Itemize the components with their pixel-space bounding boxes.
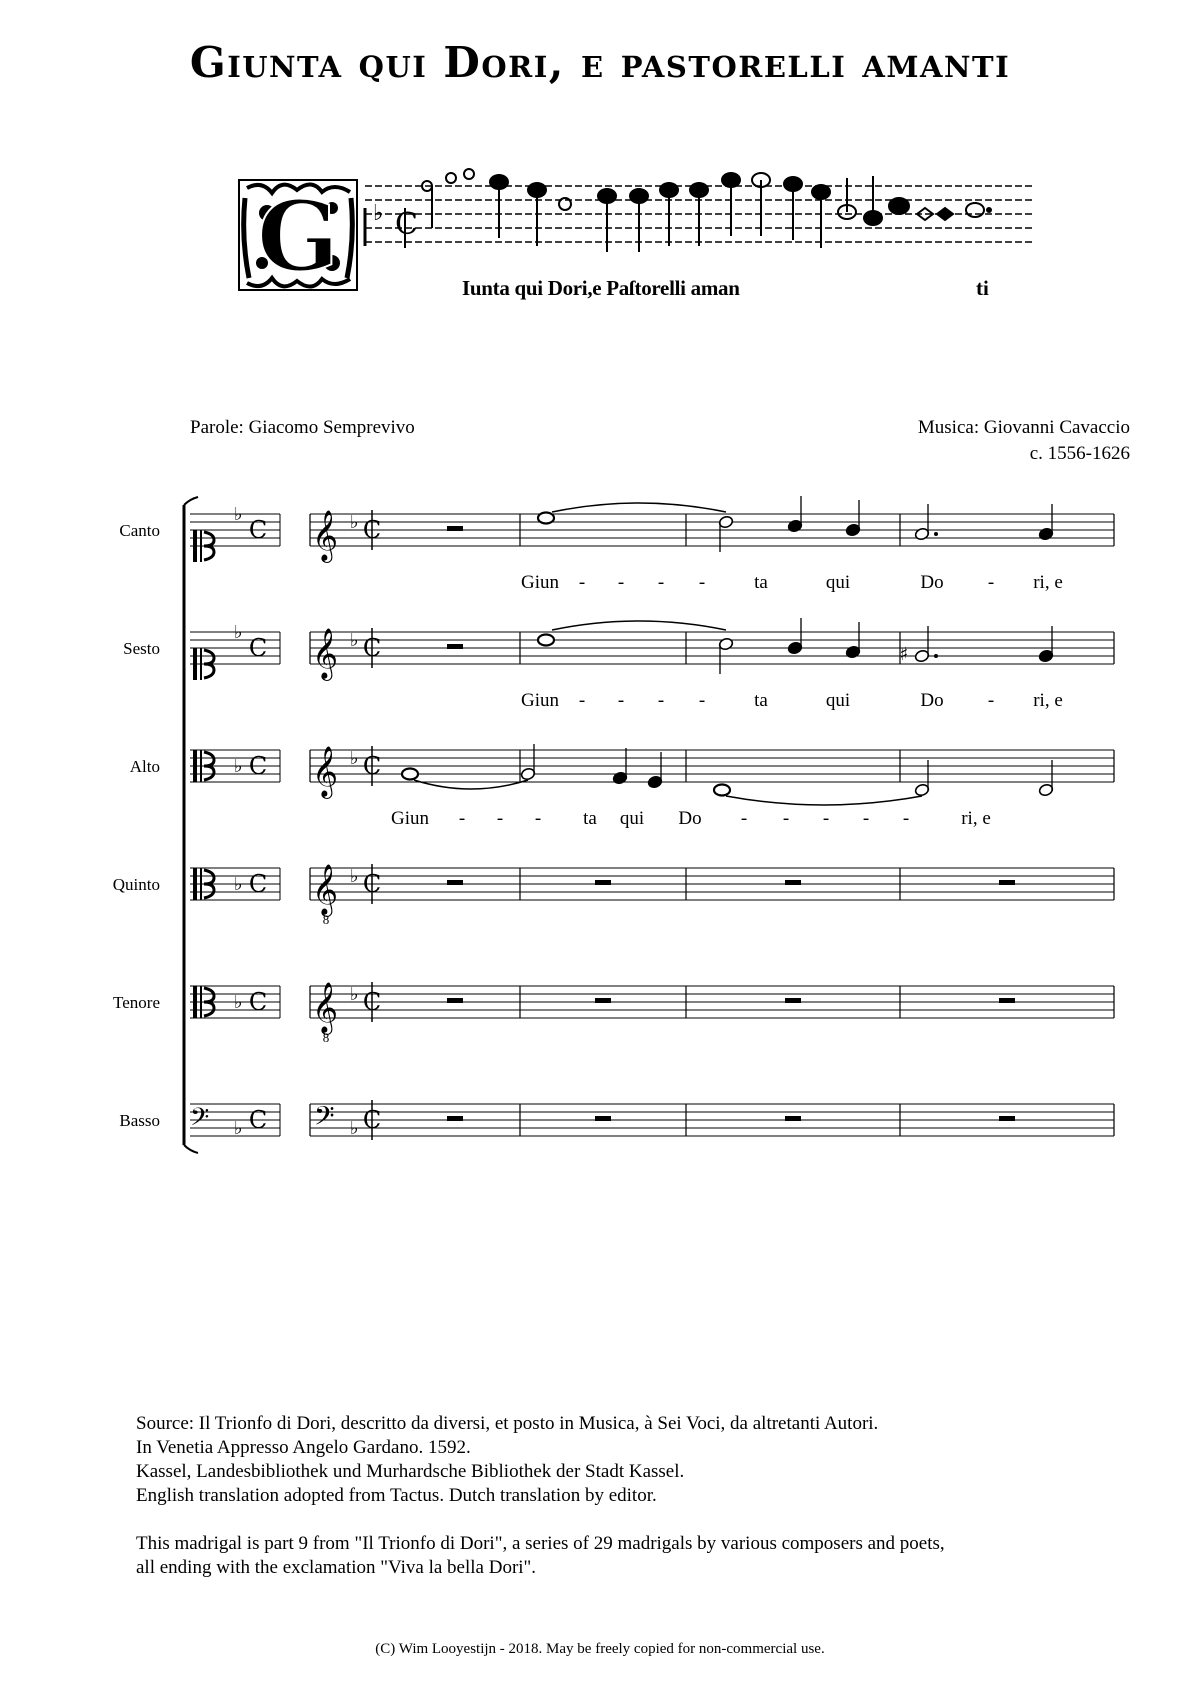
rest-icon xyxy=(999,880,1015,885)
composer-dates: c. 1556-1626 xyxy=(1029,443,1130,464)
rest-icon xyxy=(785,1116,801,1121)
voice-name: Quinto xyxy=(112,875,160,894)
time-signature-icon: C xyxy=(248,752,268,780)
copyright-notice: (C) Wim Looyestijn - 2018. May be freely copied for non-commercial use. xyxy=(375,1641,825,1657)
page-title: Giunta qui Dori, e pastorelli amanti xyxy=(189,38,1011,87)
lyric-syllable: Giun xyxy=(521,690,559,711)
flat-icon: ♭ xyxy=(234,1118,243,1139)
svg-text:G: G xyxy=(257,180,339,293)
whole-note-icon xyxy=(714,785,730,796)
lyric-syllable: - xyxy=(578,572,586,593)
rest-icon xyxy=(999,1116,1015,1121)
lyric-syllable: - xyxy=(496,808,504,829)
rest-icon xyxy=(785,880,801,885)
incipit-lyrics: Iunta qui Dori,e Paſtorelli aman xyxy=(462,276,740,300)
rest-icon xyxy=(999,998,1015,1003)
treble-clef-icon: 𝄞 xyxy=(312,982,339,1033)
treble-clef-icon: 𝄞 xyxy=(312,864,339,915)
lyric-syllable: ta xyxy=(754,572,768,593)
voice-name: Tenore xyxy=(113,993,160,1012)
rest-icon xyxy=(447,1116,463,1121)
lyric-syllable: Do xyxy=(678,808,702,829)
voice-name: Canto xyxy=(119,521,160,540)
rest-icon xyxy=(785,998,801,1003)
lyric-syllable: - xyxy=(617,690,625,711)
note-line: Source: Il Trionfo di Dori, descritto da diversi, et posto in Musica, à Sei Voci, da altretanti Autori. xyxy=(136,1413,879,1434)
lyric-syllable: ta xyxy=(754,690,768,711)
flat-icon: ♭ xyxy=(234,992,243,1013)
lyric-syllable: qui xyxy=(825,572,851,593)
lyric-syllable: - xyxy=(862,808,870,829)
source-notes xyxy=(136,1412,1136,1580)
flat-icon: ♭ xyxy=(350,748,359,769)
lyric-syllable: Giun xyxy=(391,808,429,829)
rest-icon xyxy=(447,880,463,885)
lyric-syllable: - xyxy=(578,690,586,711)
voice-name: Alto xyxy=(129,757,160,776)
flat-icon: ♭ xyxy=(350,984,359,1005)
lyric-syllable: Giun xyxy=(521,572,559,593)
alto-clef-icon xyxy=(113,864,1114,927)
lyric-syllable: - xyxy=(822,808,830,829)
flat-icon: ♭ xyxy=(234,504,243,525)
rest-icon xyxy=(595,880,611,885)
time-signature-icon: C xyxy=(248,870,268,898)
voice-name: Basso xyxy=(119,1111,160,1130)
incipit-lyrics-end: ti xyxy=(976,276,989,300)
voice-name: Sesto xyxy=(123,639,160,658)
flat-icon: ♭ xyxy=(350,866,359,887)
flat-icon: ♭ xyxy=(350,1118,359,1139)
staff-basso xyxy=(119,1100,1114,1140)
flat-icon: ♭ xyxy=(350,512,359,533)
lyric-syllable: - xyxy=(902,808,910,829)
cut-time-icon: C xyxy=(362,870,382,898)
lyric-syllable: - xyxy=(698,572,706,593)
lyric-syllable: ta xyxy=(583,808,597,829)
alto-clef-icon xyxy=(119,504,1114,563)
treble-clef-icon: 𝄞 xyxy=(312,628,339,679)
time-signature-icon: C xyxy=(248,1106,268,1134)
rest-icon xyxy=(595,1116,611,1121)
note-line: English translation adopted from Tactus. Dutch translation by editor. xyxy=(136,1485,657,1506)
lyric-syllable: qui xyxy=(825,690,851,711)
cut-time-icon: C xyxy=(362,516,382,544)
lyric-syllable: - xyxy=(740,808,748,829)
lyric-syllable: - xyxy=(657,690,665,711)
whole-note-icon xyxy=(538,635,554,646)
bass-clef-icon: 𝄢 xyxy=(190,1103,210,1138)
note-line: all ending with the exclamation "Viva la bella Dori". xyxy=(136,1557,537,1578)
note-line: Kassel, Landesbibliothek und Murhardsche Bibliothek der Stadt Kassel. xyxy=(136,1461,685,1482)
flat-icon: ♭ xyxy=(350,630,359,651)
time-signature-icon: C xyxy=(248,988,268,1016)
flat-icon: ♭ xyxy=(234,874,243,895)
lyric-syllable: Do xyxy=(920,690,944,711)
bass-clef-icon: 𝄢 xyxy=(314,1100,335,1138)
lyric-syllable: - xyxy=(782,808,790,829)
lyric-syllable: - xyxy=(987,690,995,711)
treble-clef-icon: 𝄞 xyxy=(312,746,339,797)
lyric-syllable: - xyxy=(617,572,625,593)
lyric-syllable: - xyxy=(987,572,995,593)
octave-mark: 8 xyxy=(322,912,330,927)
time-signature-icon: C xyxy=(248,516,268,544)
flat-icon: ♭ xyxy=(234,756,243,777)
lyric-syllable: - xyxy=(698,690,706,711)
lyric-syllable: ri, e xyxy=(1033,572,1063,593)
cut-time-icon: C xyxy=(362,988,382,1016)
alto-clef-icon xyxy=(123,622,1114,681)
composer-credit: Musica: Giovanni Cavaccio xyxy=(917,417,1130,438)
rest-icon xyxy=(447,998,463,1003)
whole-note-icon xyxy=(402,769,418,780)
lyric-syllable: - xyxy=(458,808,466,829)
cut-time-icon: C xyxy=(362,634,382,662)
rest-icon xyxy=(447,526,463,531)
lyric-syllable: - xyxy=(534,808,542,829)
score-system xyxy=(0,480,1200,1170)
sharp-icon: ♯ xyxy=(899,644,909,665)
lyric-syllable: ri, e xyxy=(1033,690,1063,711)
lyricist-credit: Parole: Giacomo Semprevivo xyxy=(190,417,415,438)
alto-clef-icon xyxy=(113,982,1114,1045)
octave-mark: 8 xyxy=(322,1030,330,1045)
svg-text:C: C xyxy=(395,207,418,242)
note-line: In Venetia Appresso Angelo Gardano. 1592. xyxy=(136,1437,471,1458)
rest-icon xyxy=(595,998,611,1003)
flat-icon: ♭ xyxy=(234,622,243,643)
lyric-syllable: qui xyxy=(619,808,645,829)
svg-text:♭: ♭ xyxy=(373,201,384,226)
treble-clef-icon: 𝄞 xyxy=(312,510,339,561)
cut-time-icon: C xyxy=(362,752,382,780)
whole-note-icon xyxy=(538,513,554,524)
time-signature-icon: C xyxy=(248,634,268,662)
lyric-syllable: ri, e xyxy=(961,808,991,829)
note-line: This madrigal is part 9 from "Il Trionfo di Dori", a series of 29 madrigals by various composers and poets, xyxy=(136,1533,945,1554)
cut-time-icon: C xyxy=(362,1106,382,1134)
rest-icon xyxy=(447,644,463,649)
lyric-syllable: Do xyxy=(920,572,944,593)
decorated-initial-icon xyxy=(239,180,357,293)
lyric-syllable: - xyxy=(657,572,665,593)
